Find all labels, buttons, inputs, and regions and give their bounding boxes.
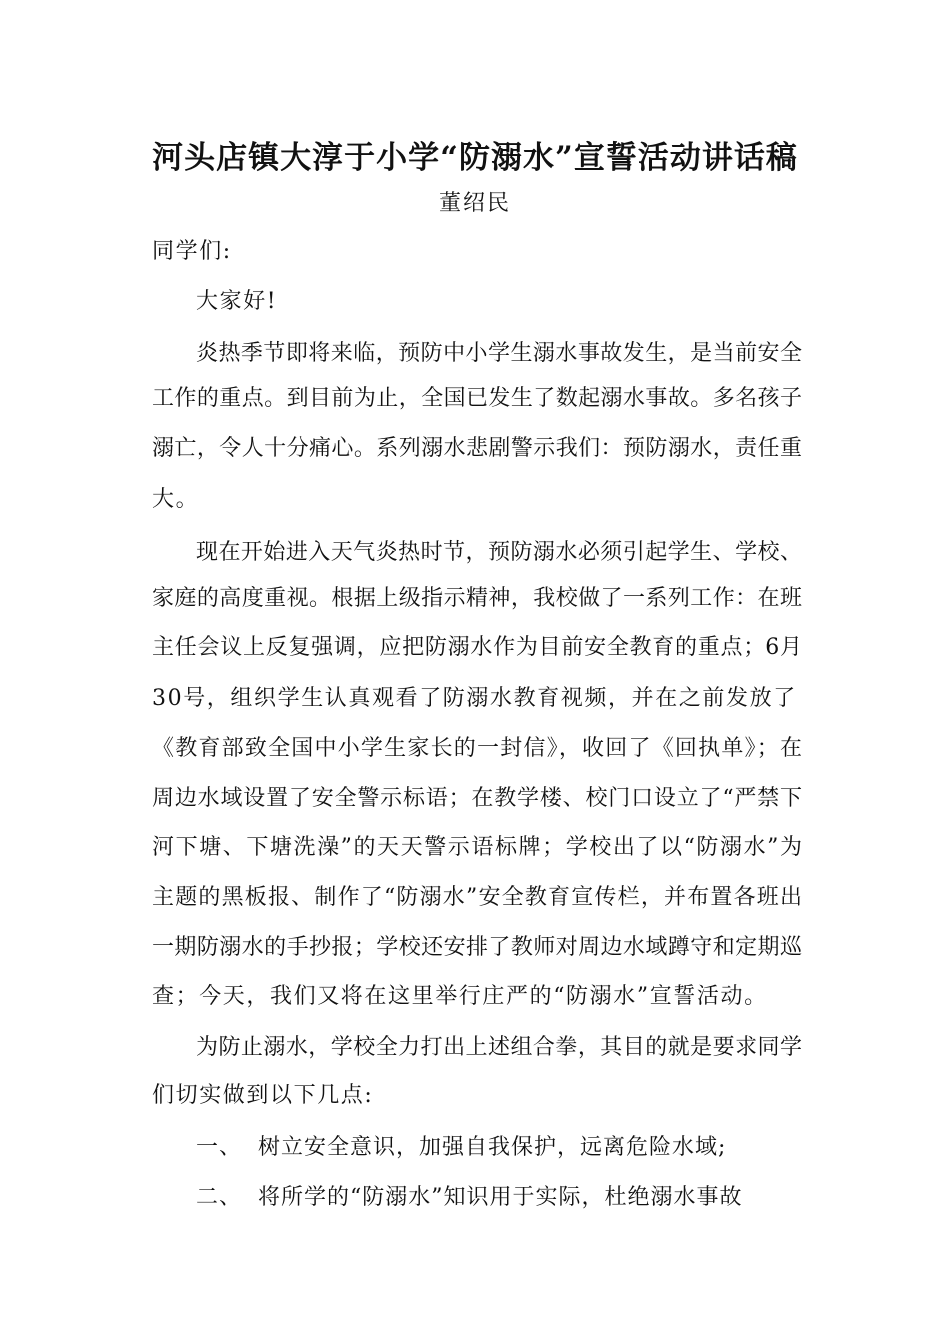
paragraph2-line: 周边水域设置了安全警示标语；在教学楼、校门口设立了“严禁下 bbox=[152, 786, 802, 811]
list-item bbox=[196, 1182, 802, 1214]
author-name: 董绍民 bbox=[438, 191, 511, 216]
paragraph2-line: 主题的黑板报、制作了“防溺水”安全教育宣传栏，并布置各班出 bbox=[152, 885, 802, 910]
paragraph2-line: 现在开始进入天气炎热时节，预防溺水必须引起学生、学校、 bbox=[196, 540, 802, 565]
paragraph3-line: 们切实做到以下几点: bbox=[152, 1083, 374, 1108]
list-item-number: 二、 bbox=[196, 1185, 243, 1210]
paragraph2-line: 河下塘、下塘洗澡”的天天警示语标牌；学校出了以“防溺水”为 bbox=[152, 835, 802, 860]
paragraph2-line: 30号，组织学生认真观看了防溺水教育视频，并在之前发放了 bbox=[152, 686, 797, 711]
greeting: 同学们: bbox=[152, 239, 232, 264]
paragraph1-line: 炎热季节即将来临，预防中小学生溺水事故发生，是当前安全 bbox=[196, 341, 802, 366]
list-item bbox=[196, 1132, 802, 1164]
paragraph2-line: 《教育部致全国中小学生家长的一封信》，收回了《回执单》；在 bbox=[152, 736, 802, 761]
document-title: 河头店镇大淳于小学“防溺水”宣誓活动讲话稿 bbox=[152, 140, 798, 176]
paragraph2-line: 家庭的高度重视。根据上级指示精神，我校做了一系列工作：在班 bbox=[152, 586, 802, 611]
paragraph1-line: 大。 bbox=[152, 487, 200, 512]
paragraph2-line: 主任会议上反复强调，应把防溺水作为目前安全教育的重点；6月 bbox=[152, 635, 802, 660]
list-item-text: 树立安全意识，加强自我保护，远离危险水域; bbox=[258, 1135, 727, 1160]
list-item-text: 将所学的“防溺水”知识用于实际，杜绝溺水事故 bbox=[258, 1185, 743, 1210]
paragraph1-line: 溺亡，令人十分痛心。系列溺水悲剧警示我们：预防溺水，责任重 bbox=[152, 436, 802, 461]
list-item-number: 一、 bbox=[196, 1135, 243, 1160]
paragraph3-line: 为防止溺水，学校全力打出上述组合拳，其目的就是要求同学 bbox=[196, 1035, 802, 1060]
paragraph2-line: 查；今天，我们又将在这里举行庄严的“防溺水”宣誓活动。 bbox=[152, 984, 768, 1009]
paragraph2-line: 一期防溺水的手抄报；学校还安排了教师对周边水域蹲守和定期巡 bbox=[152, 935, 802, 960]
paragraph1-line: 工作的重点。到目前为止，全国已发生了数起溺水事故。多名孩子 bbox=[152, 386, 802, 411]
salutation: 大家好! bbox=[196, 289, 278, 314]
